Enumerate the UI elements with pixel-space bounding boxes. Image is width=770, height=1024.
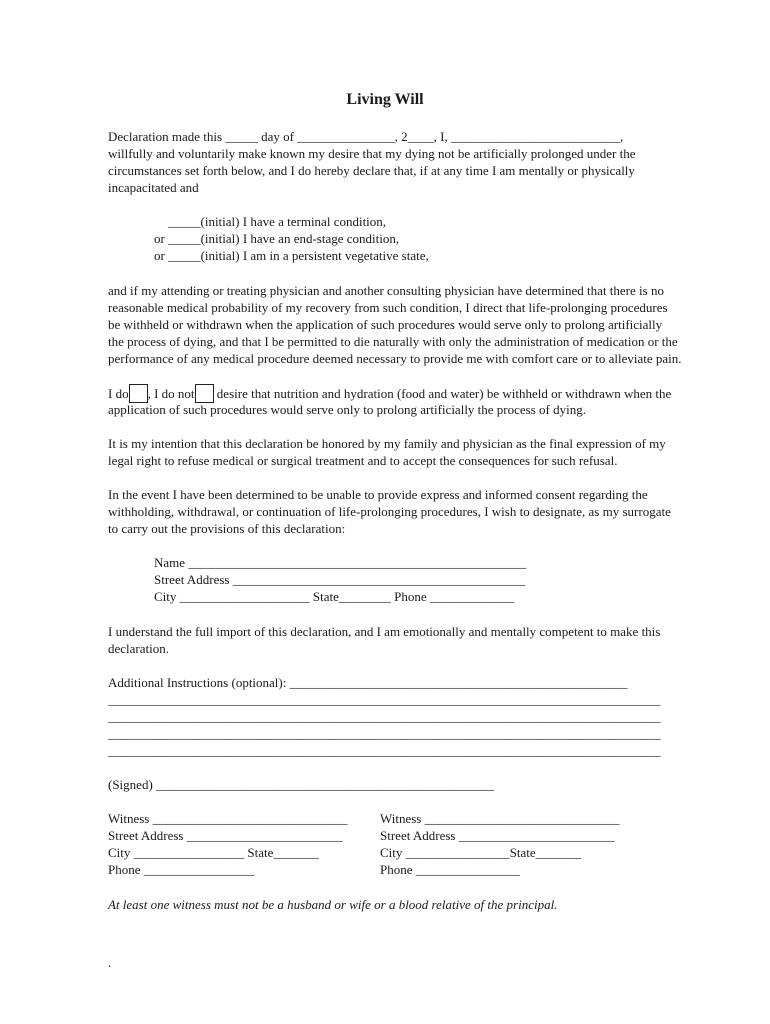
witness-1-name-field[interactable]: Witness ______________________________ [108,811,348,826]
witness-2-name-field[interactable]: Witness ______________________________ [380,811,620,826]
witness-2-address-field[interactable]: Street Address ________________________ [380,828,615,843]
intro-line: incapacitated and [108,180,199,195]
i-do-not-label: , I do not [147,386,195,401]
physician-line: the process of dying, and that I be permitted to die naturally with only the administration of medication or the [108,334,678,349]
physician-line: and if my attending or treating physician and another consulting physician have determined that there is no [108,283,664,298]
intro-line: willfully and voluntarily make known my desire that my dying not be artificially prolonged under the [108,146,636,161]
additional-blank-line[interactable]: _____________________________________________________________________________________ [108,743,661,758]
surrogate-address-field[interactable]: Street Address _____________________________________________ [154,572,526,587]
witness-1-phone-field[interactable]: Phone _________________ [108,862,255,877]
additional-blank-line[interactable]: _____________________________________________________________________________________ [108,709,661,724]
additional-blank-line[interactable]: _____________________________________________________________________________________ [108,726,661,741]
witness-1-city-state-field[interactable]: City _________________ State_______ [108,845,319,860]
document-title: Living Will [346,91,424,108]
additional-instructions-field[interactable]: Additional Instructions (optional): ____________________________________________________ [108,675,628,690]
understand-line: declaration. [108,641,169,656]
witness-1-address-field[interactable]: Street Address ________________________ [108,828,343,843]
understand-line: I understand the full import of this declaration, and I am emotionally and mentally competent to make this [108,624,661,639]
intention-line: It is my intention that this declaration be honored by my family and physician as the final expression of my [108,436,666,451]
physician-line: reasonable medical probability of my recovery from such condition, I direct that life-prolonging procedures [108,300,668,315]
intro-line: Declaration made this _____ day of _______________, 2____, I, __________________________, [108,129,624,144]
i-do-label: I do [108,386,129,401]
nutrition-text: desire that nutrition and hydration (food and water) be withheld or withdrawn when the [216,386,672,401]
condition-terminal[interactable]: _____(initial) I have a terminal condition, [168,214,387,229]
additional-blank-line[interactable]: _____________________________________________________________________________________ [108,692,661,707]
surrogate-line: to carry out the provisions of this declaration: [108,521,346,536]
intention-line: legal right to refuse medical or surgical treatment and to accept the consequences for such refusal. [108,453,618,468]
surrogate-city-state-phone-field[interactable]: City ____________________ State________ Phone _____________ [154,589,515,604]
intro-line: circumstances set forth below, and I do hereby declare that, if at any time I am mentally or physically [108,163,635,178]
trailing-dot: . [108,955,112,970]
signature-field[interactable]: (Signed) ____________________________________________________ [108,777,495,792]
physician-line: be withheld or withdrawn when the application of such procedures would serve only to prolong artificially [108,317,663,332]
surrogate-name-field[interactable]: Name ____________________________________________________ [154,555,527,570]
surrogate-line: withholding, withdrawal, or continuation of life-prolonging procedures, I wish to designate, as my surrogate [108,504,671,519]
condition-vegetative[interactable]: or _____(initial) I am in a persistent vegetative state, [154,248,429,263]
witness-2-phone-field[interactable]: Phone ________________ [380,862,520,877]
witness-footnote: At least one witness must not be a husband or wife or a blood relative of the principal. [108,897,558,912]
condition-end-stage[interactable]: or _____(initial) I have an end-stage condition, [154,231,400,246]
witness-2-city-state-field[interactable]: City ________________State_______ [380,845,582,860]
nutrition-line-2: application of such procedures would serve only to prolong artificially the process of dying. [108,402,586,417]
surrogate-line: In the event I have been determined to be unable to provide express and informed consent regarding the [108,487,648,502]
physician-line: performance of any medical procedure deemed necessary to provide me with comfort care or to alleviate pain. [108,351,682,366]
